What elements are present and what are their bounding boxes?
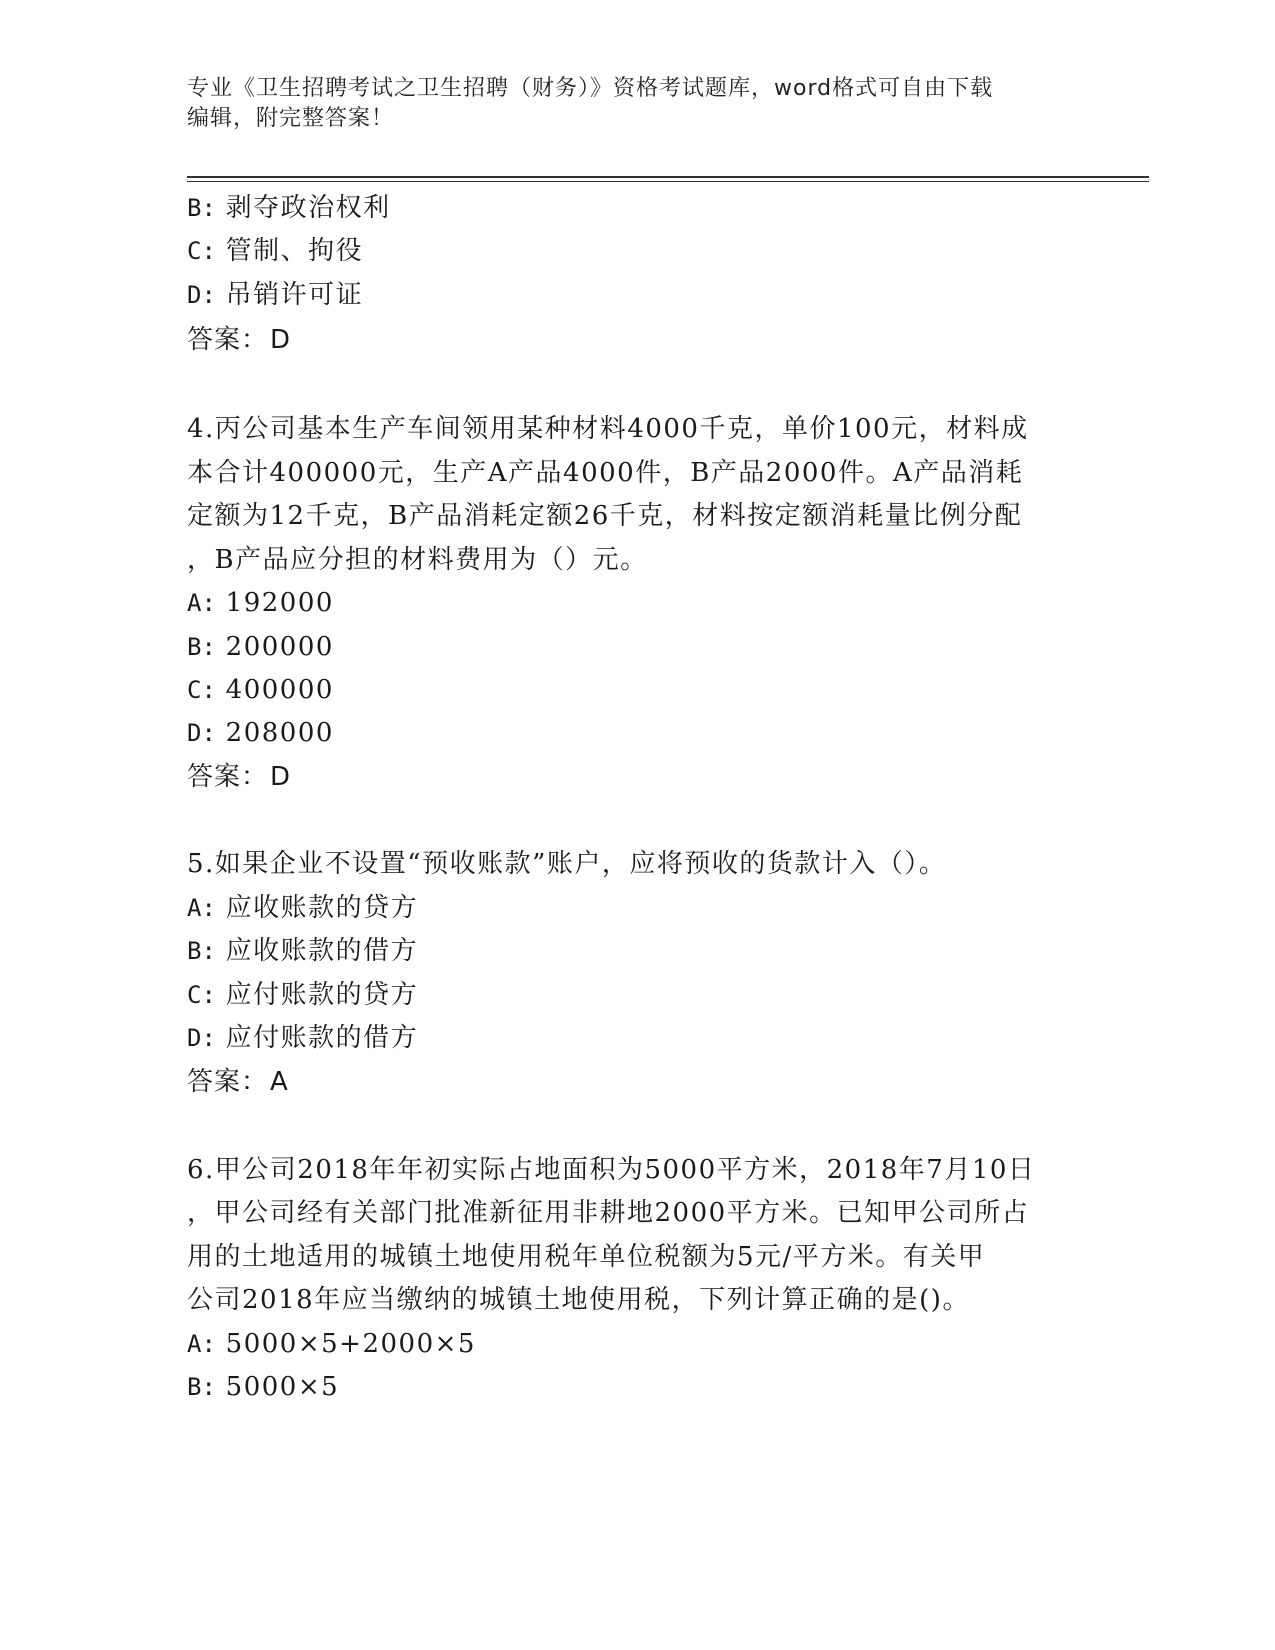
- question-4-line-2: 本合计400000元，生产A产品4000件，B产品2000件。A产品消耗: [187, 458, 1024, 488]
- option-label: A:: [187, 589, 216, 617]
- answer-label: 答案：: [187, 325, 269, 355]
- option-text: 管制、拘役: [225, 236, 364, 266]
- question-6-line-4: 公司2018年应当缴纳的城镇土地使用税，下列计算正确的是()。: [187, 1285, 970, 1315]
- question-6-line-1: 6.甲公司2018年年初实际占地面积为5000平方米，2018年7月10日: [187, 1155, 1036, 1185]
- option-d: [187, 716, 334, 750]
- option-text: 192000: [225, 588, 334, 618]
- option-label: B:: [187, 937, 216, 965]
- header-divider-thin: [187, 181, 1149, 182]
- option-label: B:: [187, 633, 216, 661]
- option-a: [187, 1327, 476, 1361]
- header-line-1: 专业《卫生招聘考试之卫生招聘（财务）》资格考试题库，word格式可自由下载: [187, 76, 994, 101]
- option-text: 应付账款的贷方: [225, 980, 419, 1010]
- question-5-line-1: 5.如果企业不设置“预收账款”账户，应将预收的货款计入（）。: [187, 849, 947, 879]
- question-6-line-2: ，甲公司经有关部门批准新征用非耕地2000平方米。已知甲公司所占: [187, 1198, 1030, 1228]
- answer-label: 答案：: [187, 762, 269, 792]
- header-divider: [187, 176, 1149, 178]
- option-label: B:: [187, 194, 216, 222]
- question-6-line-3: 用的土地适用的城镇土地使用税年单位税额为5元/平方米。有关甲: [187, 1242, 986, 1272]
- answer-line: [187, 323, 291, 357]
- question-4-line-4: ，B产品应分担的材料费用为（）元。: [187, 545, 648, 575]
- option-a: [187, 586, 334, 620]
- question-4-line-1: 4.丙公司基本生产车间领用某种材料4000千克，单价100元，材料成: [187, 414, 1029, 444]
- option-label: A:: [187, 894, 216, 922]
- option-text: 5000×5+2000×5: [225, 1329, 476, 1359]
- option-b: [187, 191, 391, 225]
- answer-value: A: [270, 1067, 289, 1097]
- option-label: D:: [187, 719, 216, 747]
- option-c: [187, 978, 418, 1012]
- option-text: 208000: [225, 718, 334, 748]
- option-c: [187, 234, 363, 268]
- option-b: [187, 934, 418, 968]
- question-4-line-3: 定额为12千克，B产品消耗定额26千克，材料按定额消耗量比例分配: [187, 501, 1023, 531]
- answer-label: 答案：: [187, 1067, 269, 1097]
- option-label: D:: [187, 281, 216, 309]
- option-text: 应收账款的借方: [225, 936, 419, 966]
- option-text: 5000×5: [225, 1372, 340, 1402]
- document-header: [187, 74, 1087, 134]
- answer-value: D: [270, 762, 292, 792]
- option-label: C:: [187, 981, 216, 1009]
- answer-line: [187, 760, 291, 794]
- option-label: C:: [187, 676, 216, 704]
- answer-line: [187, 1065, 289, 1099]
- option-text: 吊销许可证: [225, 280, 364, 310]
- option-b: [187, 1370, 339, 1404]
- option-c: [187, 673, 334, 707]
- option-text: 400000: [225, 675, 334, 705]
- option-d: [187, 1021, 418, 1055]
- option-text: 应付账款的借方: [225, 1023, 419, 1053]
- option-b: [187, 630, 334, 664]
- option-a: [187, 891, 418, 925]
- option-text: 剥夺政治权利: [225, 193, 391, 223]
- answer-value: D: [270, 325, 292, 355]
- option-label: D:: [187, 1024, 216, 1052]
- option-label: A:: [187, 1330, 216, 1358]
- header-line-2: 编辑，附完整答案！: [187, 106, 395, 131]
- option-label: C:: [187, 237, 216, 265]
- option-d: [187, 278, 363, 312]
- option-text: 应收账款的贷方: [225, 893, 419, 923]
- option-text: 200000: [225, 632, 334, 662]
- option-label: B:: [187, 1373, 216, 1401]
